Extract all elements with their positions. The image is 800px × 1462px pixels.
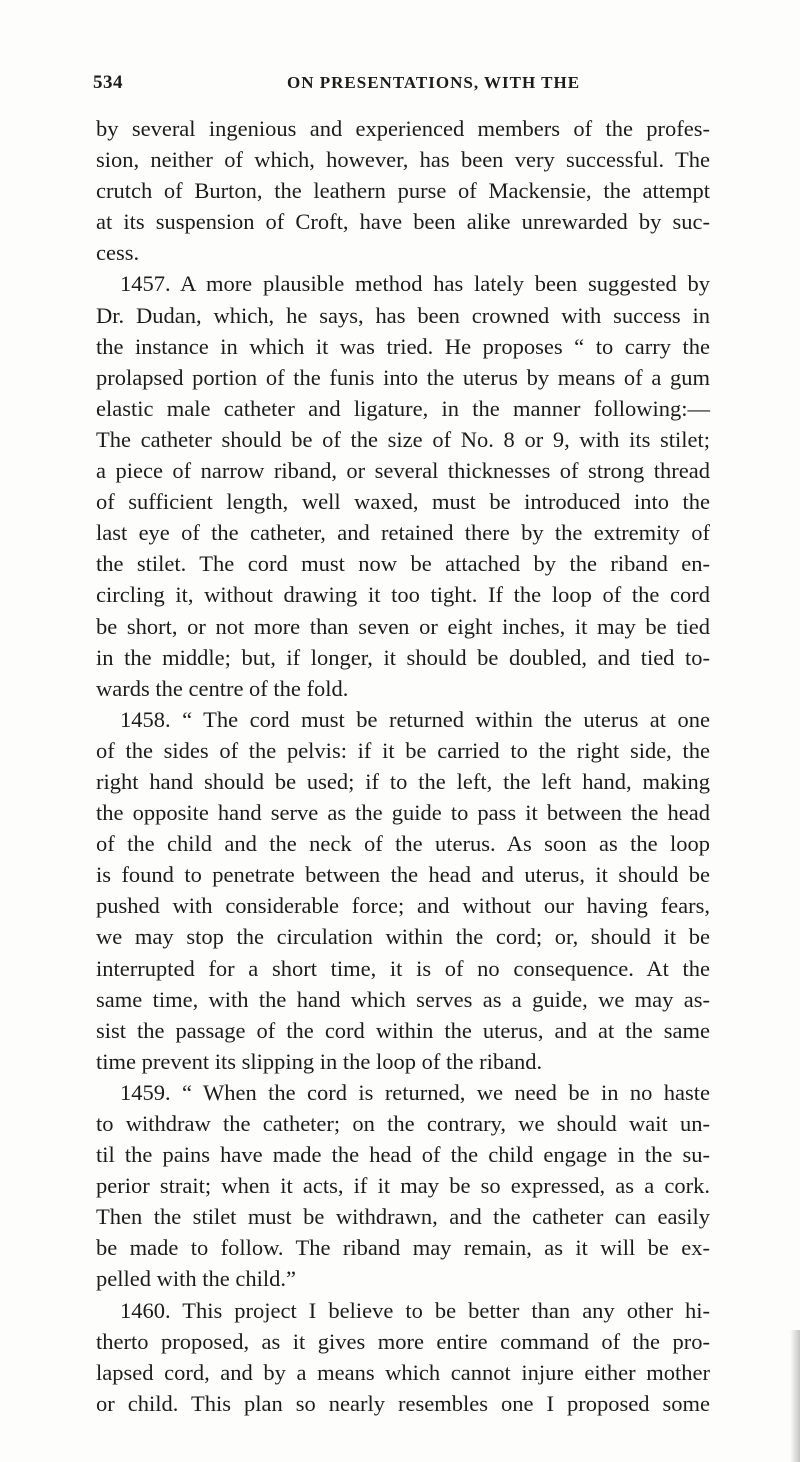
text-line: of the sides of the pelvis: if it be carried to the right side, the — [96, 737, 710, 763]
page-edge-shadow — [790, 1330, 800, 1462]
page-number: 534 — [93, 72, 123, 93]
text-line: 1458. “ The cord must be returned within the uterus at one — [120, 706, 710, 732]
text-line: be made to follow. The riband may remain, as it will be ex- — [96, 1235, 710, 1261]
text-line: last eye of the catheter, and retained there by the extremity of — [96, 520, 710, 546]
text-line: sist the passage of the cord within the uterus, and at the same — [96, 1017, 710, 1043]
text-line: same time, with the hand which serves as a guide, we may as- — [96, 986, 710, 1012]
text-line: therto proposed, as it gives more entire command of the pro- — [96, 1328, 710, 1354]
text-line: perior strait; when it acts, if it may be so expressed, as a cork. — [96, 1173, 710, 1199]
text-line: Dr. Dudan, which, he says, has been crowned with success in — [96, 302, 710, 328]
text-line: lapsed cord, and by a means which cannot injure either mother — [96, 1359, 710, 1385]
text-line: the instance in which it was tried. He proposes “ to carry the — [96, 333, 710, 359]
text-line: or child. This plan so nearly resembles one I proposed some — [96, 1390, 710, 1416]
text-line: Then the stilet must be withdrawn, and the catheter can easily — [96, 1204, 710, 1230]
text-line: the stilet. The cord must now be attached by the riband en- — [96, 551, 710, 577]
text-line: of sufficient length, well waxed, must be introduced into the — [96, 489, 710, 515]
running-head — [93, 72, 713, 102]
text-line: prolapsed portion of the funis into the uterus by means of a gum — [96, 364, 710, 390]
text-line: elastic male catheter and ligature, in the manner following:— — [96, 395, 710, 421]
text-line: 1460. This project I believe to be better than any other hi- — [120, 1297, 710, 1323]
text-line: be short, or not more than seven or eight inches, it may be tied — [96, 613, 710, 639]
body-text — [96, 113, 710, 1419]
text-line: cess. — [96, 240, 140, 266]
text-line: the opposite hand serve as the guide to pass it between the head — [96, 800, 710, 826]
text-line: circling it, without drawing it too tight. If the loop of the cord — [96, 582, 710, 608]
text-line: we may stop the circulation within the cord; or, should it be — [96, 924, 710, 950]
text-line: to withdraw the catheter; on the contrary, we should wait un- — [96, 1111, 710, 1136]
text-line: 1457. A more plausible method has lately been suggested by — [120, 271, 710, 297]
text-line: The catheter should be of the size of No. 8 or 9, with its stilet; — [96, 426, 710, 452]
text-line: pushed with considerable force; and without our having fears, — [96, 893, 710, 919]
text-line: time prevent its slipping in the loop of the riband. — [96, 1048, 543, 1074]
text-line: til the pains have made the head of the child engage in the su- — [96, 1142, 710, 1168]
text-line: sion, neither of which, however, has been very successful. The — [96, 147, 710, 173]
text-line: in the middle; but, if longer, it should be doubled, and tied to- — [96, 644, 710, 670]
text-line: is found to penetrate between the head and uterus, it should be — [96, 862, 710, 888]
text-line: of the child and the neck of the uterus. As soon as the loop — [96, 831, 710, 857]
text-line: by several ingenious and experienced members of the profes- — [96, 116, 710, 141]
text-line: 1459. “ When the cord is returned, we need be in no haste — [120, 1079, 710, 1105]
text-line: interrupted for a short time, it is of no consequence. At the — [96, 955, 710, 981]
running-title: ON PRESENTATIONS, WITH THE — [287, 73, 581, 92]
text-line: pelled with the child.” — [96, 1266, 296, 1292]
text-line: wards the centre of the fold. — [96, 675, 349, 701]
text-line: crutch of Burton, the leathern purse of Mackensie, the attempt — [96, 178, 710, 204]
text-line: right hand should be used; if to the left, the left hand, making — [96, 768, 710, 794]
text-line: a piece of narrow riband, or several thicknesses of strong thread — [96, 458, 710, 484]
text-line: at its suspension of Croft, have been alike unrewarded by suc- — [96, 209, 710, 235]
